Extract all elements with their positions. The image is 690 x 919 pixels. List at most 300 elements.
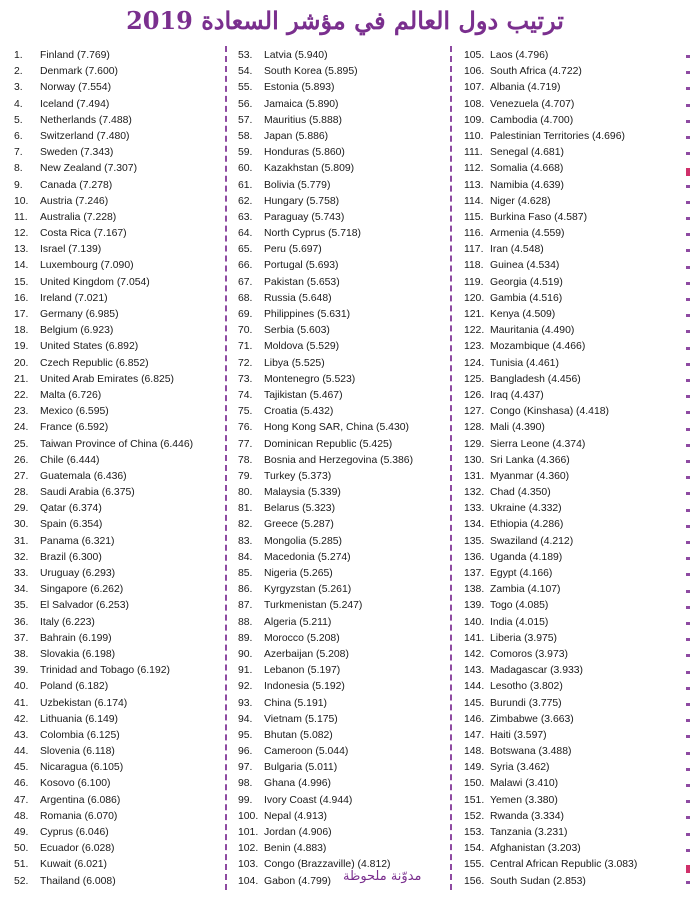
ranking-number: 94.	[238, 713, 253, 725]
country-score: Azerbaijan (5.208)	[264, 648, 349, 660]
ranking-number: 88.	[238, 616, 253, 628]
edge-tick	[686, 735, 690, 738]
edge-tick	[686, 865, 690, 873]
country-score: Albania (4.719)	[490, 82, 561, 94]
ranking-number: 85.	[238, 568, 253, 579]
edge-tick	[686, 752, 690, 755]
ranking-number: 57.	[238, 114, 253, 126]
ranking-number: 139.	[464, 600, 485, 612]
ranking-row	[464, 679, 679, 695]
ranking-row	[238, 744, 453, 760]
country-score: Jordan (4.906)	[264, 827, 332, 838]
ranking-row	[14, 647, 229, 663]
ranking-number: 1.	[14, 50, 23, 61]
edge-tick	[686, 881, 690, 884]
ranking-row	[464, 712, 679, 728]
ranking-number: 10.	[14, 195, 29, 207]
edge-tick	[686, 784, 690, 787]
rankings-column-3	[464, 48, 679, 890]
edge-tick	[686, 330, 690, 333]
ranking-row	[14, 145, 229, 161]
ranking-number: 143.	[464, 665, 485, 677]
ranking-number: 3.	[14, 82, 23, 94]
ranking-row	[14, 857, 229, 873]
ranking-number: 15.	[14, 276, 29, 288]
country-score: Guatemala (6.436)	[40, 470, 127, 482]
country-score: Turkmenistan (5.247)	[264, 600, 363, 612]
ranking-number: 52.	[14, 875, 29, 887]
edge-tick	[686, 557, 690, 560]
ranking-number: 43.	[14, 729, 29, 741]
ranking-number: 11.	[14, 211, 28, 223]
ranking-row	[464, 129, 679, 145]
ranking-row	[238, 307, 453, 323]
ranking-number: 149.	[464, 762, 485, 774]
country-score: Brazil (6.300)	[40, 551, 102, 563]
ranking-number: 130.	[464, 454, 485, 466]
ranking-row	[464, 404, 679, 420]
ranking-row	[14, 744, 229, 760]
ranking-row	[238, 161, 453, 177]
ranking-row	[14, 97, 229, 113]
country-score: Uruguay (6.293)	[40, 568, 116, 579]
ranking-row	[238, 48, 453, 64]
ranking-number: 55.	[238, 82, 253, 94]
edge-tick	[686, 282, 690, 285]
ranking-number: 32.	[14, 551, 29, 563]
country-score: Palestinian Territories (4.696)	[490, 130, 625, 142]
ranking-number: 46.	[14, 778, 29, 790]
ranking-row	[14, 178, 229, 194]
ranking-row	[14, 356, 229, 372]
ranking-number: 35.	[14, 600, 29, 612]
country-score: Lithuania (6.149)	[40, 713, 118, 725]
country-score: Austria (7.246)	[40, 195, 109, 207]
ranking-row	[14, 517, 229, 533]
country-score: Morocco (5.208)	[264, 632, 340, 644]
ranking-number: 129.	[464, 438, 485, 450]
edge-tick	[686, 395, 690, 398]
ranking-number: 31.	[14, 535, 29, 547]
ranking-row	[14, 453, 229, 469]
edge-tick	[686, 492, 690, 495]
ranking-number: 105.	[464, 50, 485, 61]
ranking-row	[14, 372, 229, 388]
ranking-number: 51.	[14, 859, 29, 871]
ranking-row	[238, 501, 453, 517]
country-score: Algeria (5.211)	[264, 616, 332, 628]
country-score: Mexico (6.595)	[40, 406, 109, 418]
edge-tick	[686, 249, 690, 252]
ranking-number: 26.	[14, 454, 29, 466]
ranking-number: 122.	[464, 325, 485, 337]
country-score: Denmark (7.600)	[40, 66, 118, 78]
country-score: Cyprus (6.046)	[40, 827, 109, 838]
ranking-number: 8.	[14, 163, 23, 175]
ranking-number: 20.	[14, 357, 29, 369]
country-score: Slovakia (6.198)	[40, 648, 116, 660]
ranking-number: 29.	[14, 503, 29, 515]
ranking-number: 116.	[464, 228, 484, 240]
country-score: Panama (6.321)	[40, 535, 115, 547]
ranking-row	[14, 874, 229, 890]
ranking-number: 28.	[14, 487, 29, 499]
ranking-number: 109.	[464, 114, 485, 126]
country-score: Jamaica (5.890)	[264, 98, 339, 110]
ranking-number: 78.	[238, 454, 253, 466]
country-score: Serbia (5.603)	[264, 325, 330, 337]
ranking-number: 6.	[14, 130, 23, 142]
country-score: Gabon (4.799)	[264, 875, 332, 887]
ranking-number: 156.	[464, 875, 485, 887]
country-score: Pakistan (5.653)	[264, 276, 340, 288]
country-score: Nicaragua (6.105)	[40, 762, 124, 774]
country-score: Comoros (3.973)	[490, 648, 568, 660]
ranking-row	[464, 566, 679, 582]
country-score: Botswana (3.488)	[490, 746, 572, 758]
ranking-number: 45.	[14, 762, 29, 774]
country-score: Taiwan Province of China (6.446)	[40, 438, 194, 450]
ranking-row	[464, 760, 679, 776]
country-score: Israel (7.139)	[40, 244, 102, 256]
ranking-row	[14, 48, 229, 64]
ranking-number: 112.	[464, 163, 484, 175]
country-score: Singapore (6.262)	[40, 584, 124, 596]
ranking-row	[464, 161, 679, 177]
ranking-row	[464, 841, 679, 857]
ranking-row	[238, 388, 453, 404]
country-score: Czech Republic (6.852)	[40, 357, 149, 369]
edge-tick	[686, 654, 690, 657]
ranking-row	[14, 339, 229, 355]
ranking-row	[238, 145, 453, 161]
country-score: Sri Lanka (4.366)	[490, 454, 570, 466]
ranking-row	[464, 372, 679, 388]
country-score: India (4.015)	[490, 616, 549, 628]
ranking-number: 102.	[238, 843, 259, 855]
country-score: Turkey (5.373)	[264, 470, 332, 482]
country-score: Togo (4.085)	[490, 600, 549, 612]
ranking-number: 99.	[238, 794, 253, 806]
ranking-row	[464, 275, 679, 291]
country-score: Haiti (3.597)	[490, 729, 547, 741]
edge-tick	[686, 347, 690, 350]
ranking-number: 47.	[14, 794, 29, 806]
country-score: Portugal (5.693)	[264, 260, 339, 272]
ranking-row	[464, 776, 679, 792]
ranking-number: 79.	[238, 470, 253, 482]
ranking-number: 4.	[14, 98, 23, 110]
country-score: Burundi (3.775)	[490, 697, 562, 709]
ranking-row	[14, 129, 229, 145]
ranking-number: 106.	[464, 66, 485, 78]
ranking-number: 37.	[14, 632, 29, 644]
ranking-number: 61.	[238, 179, 253, 191]
ranking-row	[14, 712, 229, 728]
ranking-number: 5.	[14, 114, 23, 126]
edge-tick	[686, 460, 690, 463]
ranking-row	[14, 841, 229, 857]
ranking-row	[238, 404, 453, 420]
ranking-row	[238, 420, 453, 436]
country-score: Tanzania (3.231)	[490, 827, 568, 838]
ranking-row	[14, 566, 229, 582]
ranking-number: 53.	[238, 50, 253, 61]
ranking-row	[14, 161, 229, 177]
ranking-number: 7.	[14, 147, 23, 159]
country-score: Burkina Faso (4.587)	[490, 211, 588, 223]
ranking-row	[14, 437, 229, 453]
ranking-number: 40.	[14, 681, 29, 693]
country-score: Iran (4.548)	[490, 244, 544, 256]
country-score: Bosnia and Herzegovina (5.386)	[264, 454, 414, 466]
country-score: Romania (6.070)	[40, 810, 118, 822]
ranking-row	[14, 323, 229, 339]
country-score: Mauritius (5.888)	[264, 114, 342, 126]
country-score: Senegal (4.681)	[490, 147, 564, 159]
ranking-number: 41.	[14, 697, 29, 709]
country-score: Switzerland (7.480)	[40, 130, 130, 142]
ranking-number: 65.	[238, 244, 253, 256]
edge-tick	[686, 185, 690, 188]
ranking-number: 62.	[238, 195, 253, 207]
country-score: Thailand (6.008)	[40, 875, 116, 887]
ranking-number: 69.	[238, 309, 253, 320]
ranking-number: 91.	[238, 665, 253, 677]
ranking-number: 59.	[238, 147, 253, 159]
ranking-number: 147.	[464, 729, 485, 741]
rankings-column-1	[14, 48, 229, 890]
country-score: South Korea (5.895)	[264, 66, 358, 78]
ranking-number: 38.	[14, 648, 29, 660]
ranking-number: 98.	[238, 778, 253, 790]
ranking-row	[464, 291, 679, 307]
ranking-row	[14, 485, 229, 501]
ranking-row	[464, 388, 679, 404]
ranking-number: 77.	[238, 438, 253, 450]
ranking-number: 48.	[14, 810, 29, 822]
edge-tick	[686, 136, 690, 139]
country-score: Norway (7.554)	[40, 82, 112, 94]
ranking-row	[238, 97, 453, 113]
ranking-number: 72.	[238, 357, 253, 369]
country-score: Argentina (6.086)	[40, 794, 121, 806]
ranking-row	[464, 145, 679, 161]
edge-tick	[686, 638, 690, 641]
ranking-number: 123.	[464, 341, 485, 353]
edge-tick	[686, 768, 690, 771]
country-score: Saudi Arabia (6.375)	[40, 487, 135, 499]
ranking-row	[238, 226, 453, 242]
country-score: Montenegro (5.523)	[264, 373, 356, 385]
ranking-row	[14, 793, 229, 809]
ranking-number: 126.	[464, 389, 485, 401]
edge-tick	[686, 816, 690, 819]
country-score: Lebanon (5.197)	[264, 665, 341, 677]
country-score: Guinea (4.534)	[490, 260, 560, 272]
country-score: Chile (6.444)	[40, 454, 100, 466]
ranking-row	[464, 598, 679, 614]
ranking-row	[238, 372, 453, 388]
country-score: Uganda (4.189)	[490, 551, 563, 563]
ranking-row	[238, 517, 453, 533]
ranking-row	[14, 404, 229, 420]
country-score: United States (6.892)	[40, 341, 139, 353]
country-score: Iraq (4.437)	[490, 389, 544, 401]
edge-tick	[686, 168, 690, 176]
country-score: Estonia (5.893)	[264, 82, 335, 94]
ranking-row	[238, 679, 453, 695]
country-score: Colombia (6.125)	[40, 729, 120, 741]
ranking-row	[464, 582, 679, 598]
ranking-row	[14, 615, 229, 631]
ranking-row	[464, 178, 679, 194]
country-score: France (6.592)	[40, 422, 109, 434]
country-score: Sweden (7.343)	[40, 147, 114, 159]
country-score: Russia (5.648)	[264, 292, 332, 304]
ranking-number: 49.	[14, 827, 29, 838]
country-score: Belgium (6.923)	[40, 325, 114, 337]
edge-tick	[686, 833, 690, 836]
country-score: Peru (5.697)	[264, 244, 322, 256]
edge-tick	[686, 120, 690, 123]
country-score: Niger (4.628)	[490, 195, 551, 207]
country-score: Kuwait (6.021)	[40, 859, 107, 871]
ranking-row	[464, 437, 679, 453]
ranking-row	[238, 64, 453, 80]
ranking-number: 142.	[464, 648, 485, 660]
country-score: Zimbabwe (3.663)	[490, 713, 574, 725]
ranking-number: 93.	[238, 697, 253, 709]
country-score: Paraguay (5.743)	[264, 211, 345, 223]
ranking-number: 90.	[238, 648, 253, 660]
edge-tick	[686, 363, 690, 366]
ranking-row	[464, 728, 679, 744]
ranking-number: 75.	[238, 406, 253, 418]
ranking-row	[464, 80, 679, 96]
ranking-row	[464, 226, 679, 242]
ranking-number: 16.	[14, 292, 29, 304]
ranking-number: 74.	[238, 389, 253, 401]
country-score: Cambodia (4.700)	[490, 114, 574, 126]
country-score: United Kingdom (7.054)	[40, 276, 150, 288]
country-score: Dominican Republic (5.425)	[264, 438, 393, 450]
ranking-number: 97.	[238, 762, 253, 774]
ranking-row	[238, 776, 453, 792]
edge-tick	[686, 152, 690, 155]
country-score: Poland (6.182)	[40, 681, 109, 693]
ranking-row	[464, 242, 679, 258]
ranking-row	[238, 598, 453, 614]
ranking-row	[14, 728, 229, 744]
ranking-row	[464, 420, 679, 436]
country-score: Sierra Leone (4.374)	[490, 438, 586, 450]
country-score: South Sudan (2.853)	[490, 875, 586, 887]
country-score: Bulgaria (5.011)	[264, 762, 338, 774]
ranking-number: 101.	[238, 827, 259, 838]
country-score: Malawi (3.410)	[490, 778, 559, 790]
ranking-row	[238, 615, 453, 631]
ranking-number: 70.	[238, 325, 253, 337]
country-score: Ireland (7.021)	[40, 292, 108, 304]
ranking-number: 23.	[14, 406, 29, 418]
ranking-number: 144.	[464, 681, 485, 693]
country-score: Namibia (4.639)	[490, 179, 564, 191]
ranking-row	[464, 356, 679, 372]
country-score: Yemen (3.380)	[490, 794, 558, 806]
ranking-row	[14, 210, 229, 226]
ranking-row	[464, 453, 679, 469]
country-score: Ghana (4.996)	[264, 778, 332, 790]
country-score: Latvia (5.940)	[264, 50, 328, 61]
ranking-number: 17.	[14, 309, 29, 320]
country-score: Croatia (5.432)	[264, 406, 334, 418]
country-score: Gambia (4.516)	[490, 292, 563, 304]
ranking-row	[14, 550, 229, 566]
ranking-number: 19.	[14, 341, 29, 353]
ranking-number: 87.	[238, 600, 253, 612]
ranking-number: 131.	[464, 470, 485, 482]
country-score: Uzbekistan (6.174)	[40, 697, 128, 709]
edge-tick	[686, 298, 690, 301]
country-score: Bahrain (6.199)	[40, 632, 112, 644]
ranking-row	[14, 663, 229, 679]
country-score: Moldova (5.529)	[264, 341, 340, 353]
ranking-row	[464, 339, 679, 355]
ranking-row	[464, 534, 679, 550]
ranking-number: 114.	[464, 195, 484, 207]
country-score: Qatar (6.374)	[40, 503, 102, 515]
ranking-number: 86.	[238, 584, 253, 596]
ranking-number: 125.	[464, 373, 485, 385]
ranking-row	[464, 194, 679, 210]
ranking-number: 151.	[464, 794, 485, 806]
ranking-number: 153.	[464, 827, 485, 838]
ranking-number: 104.	[238, 875, 259, 887]
ranking-row	[238, 566, 453, 582]
ranking-number: 108.	[464, 98, 485, 110]
ranking-number: 103.	[238, 859, 259, 871]
country-score: Myanmar (4.360)	[490, 470, 570, 482]
country-score: Nepal (4.913)	[264, 810, 327, 822]
edge-tick	[686, 201, 690, 204]
ranking-number: 113.	[464, 179, 484, 191]
country-score: Mali (4.390)	[490, 422, 545, 434]
country-score: Bhutan (5.082)	[264, 729, 333, 741]
edge-tick	[686, 233, 690, 236]
country-score: Macedonia (5.274)	[264, 551, 351, 563]
country-score: Chad (4.350)	[490, 487, 551, 499]
edge-tick	[686, 55, 690, 58]
ranking-row	[464, 631, 679, 647]
ranking-number: 9.	[14, 179, 23, 191]
ranking-row	[14, 194, 229, 210]
ranking-number: 63.	[238, 211, 253, 223]
ranking-number: 127.	[464, 406, 485, 418]
ranking-number: 44.	[14, 746, 29, 758]
edge-tick	[686, 622, 690, 625]
country-score: Afghanistan (3.203)	[490, 843, 581, 855]
ranking-number: 118.	[464, 260, 484, 272]
ranking-number: 141.	[464, 632, 485, 644]
ranking-row	[238, 210, 453, 226]
ranking-number: 36.	[14, 616, 29, 628]
country-score: Spain (6.354)	[40, 519, 103, 531]
ranking-number: 18.	[14, 325, 29, 337]
ranking-row	[14, 388, 229, 404]
country-score: Italy (6.223)	[40, 616, 95, 628]
country-score: Malta (6.726)	[40, 389, 102, 401]
